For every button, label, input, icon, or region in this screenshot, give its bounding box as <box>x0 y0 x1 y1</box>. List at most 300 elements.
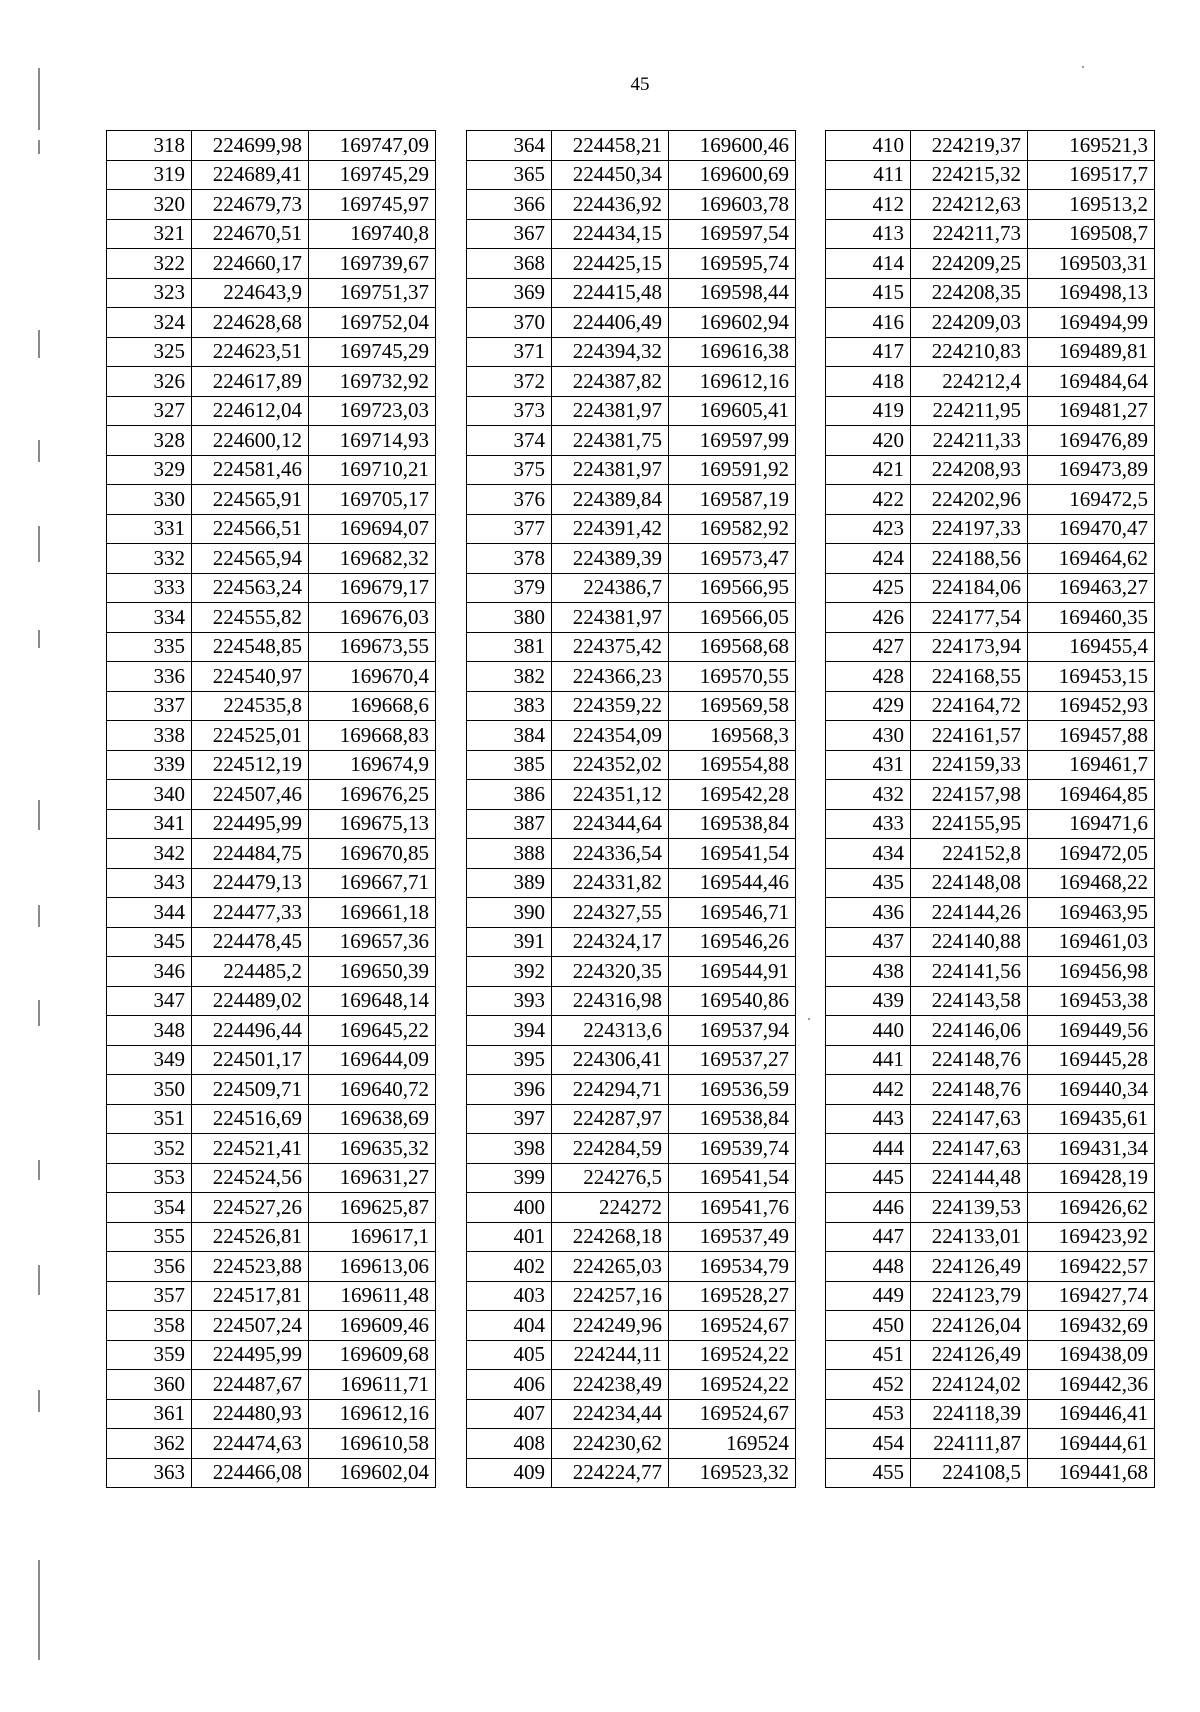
x-coordinate-cell: 224643,9 <box>192 278 309 308</box>
point-number-cell: 446 <box>826 1193 911 1223</box>
table-row <box>826 1134 1155 1164</box>
x-coordinate-cell: 224548,85 <box>192 632 309 662</box>
y-coordinate-cell: 169461,03 <box>1028 927 1155 957</box>
table-row <box>826 337 1155 367</box>
y-coordinate-cell: 169441,68 <box>1028 1458 1155 1488</box>
table-row <box>467 1075 796 1105</box>
y-coordinate-cell: 169536,59 <box>669 1075 796 1105</box>
y-coordinate-cell: 169544,91 <box>669 957 796 987</box>
point-number-cell: 323 <box>107 278 192 308</box>
point-number-cell: 377 <box>467 514 552 544</box>
y-coordinate-cell: 169444,61 <box>1028 1429 1155 1459</box>
y-coordinate-cell: 169508,7 <box>1028 219 1155 249</box>
y-coordinate-cell: 169657,36 <box>309 927 436 957</box>
point-number-cell: 379 <box>467 573 552 603</box>
table-row <box>107 662 436 692</box>
x-coordinate-cell: 224202,96 <box>911 485 1028 515</box>
scan-margin-mark <box>38 800 40 830</box>
y-coordinate-cell: 169460,35 <box>1028 603 1155 633</box>
point-number-cell: 388 <box>467 839 552 869</box>
y-coordinate-cell: 169613,06 <box>309 1252 436 1282</box>
table-row <box>467 809 796 839</box>
y-coordinate-cell: 169673,55 <box>309 632 436 662</box>
x-coordinate-cell: 224478,45 <box>192 927 309 957</box>
y-coordinate-cell: 169513,2 <box>1028 190 1155 220</box>
table-row <box>467 986 796 1016</box>
table-row <box>826 1429 1155 1459</box>
y-coordinate-cell: 169570,55 <box>669 662 796 692</box>
y-coordinate-cell: 169723,03 <box>309 396 436 426</box>
table-row <box>107 1370 436 1400</box>
table-row <box>467 927 796 957</box>
y-coordinate-cell: 169644,09 <box>309 1045 436 1075</box>
y-coordinate-cell: 169595,74 <box>669 249 796 279</box>
point-number-cell: 423 <box>826 514 911 544</box>
x-coordinate-cell: 224211,33 <box>911 426 1028 456</box>
y-coordinate-cell: 169453,38 <box>1028 986 1155 1016</box>
y-coordinate-cell: 169605,41 <box>669 396 796 426</box>
point-number-cell: 415 <box>826 278 911 308</box>
y-coordinate-cell: 169675,13 <box>309 809 436 839</box>
point-number-cell: 424 <box>826 544 911 574</box>
table-row <box>467 544 796 574</box>
table-row <box>826 721 1155 751</box>
x-coordinate-cell: 224555,82 <box>192 603 309 633</box>
table-row <box>467 691 796 721</box>
y-coordinate-cell: 169566,95 <box>669 573 796 603</box>
point-number-cell: 404 <box>467 1311 552 1341</box>
y-coordinate-cell: 169422,57 <box>1028 1252 1155 1282</box>
x-coordinate-cell: 224521,41 <box>192 1134 309 1164</box>
y-coordinate-cell: 169635,32 <box>309 1134 436 1164</box>
x-coordinate-cell: 224118,39 <box>911 1399 1028 1429</box>
scan-margin-mark <box>38 440 40 462</box>
y-coordinate-cell: 169476,89 <box>1028 426 1155 456</box>
x-coordinate-cell: 224147,63 <box>911 1134 1028 1164</box>
x-coordinate-cell: 224524,56 <box>192 1163 309 1193</box>
scan-margin-mark <box>38 1265 40 1295</box>
x-coordinate-cell: 224257,16 <box>552 1281 669 1311</box>
y-coordinate-cell: 169616,38 <box>669 337 796 367</box>
coordinates-table-2 <box>466 130 796 1488</box>
y-coordinate-cell: 169676,03 <box>309 603 436 633</box>
table-row <box>107 308 436 338</box>
point-number-cell: 432 <box>826 780 911 810</box>
scan-margin-mark <box>38 905 40 927</box>
table-row <box>826 455 1155 485</box>
point-number-cell: 431 <box>826 750 911 780</box>
x-coordinate-cell: 224394,32 <box>552 337 669 367</box>
table-row <box>826 839 1155 869</box>
point-number-cell: 364 <box>467 131 552 161</box>
y-coordinate-cell: 169670,85 <box>309 839 436 869</box>
point-number-cell: 389 <box>467 868 552 898</box>
table-row <box>467 160 796 190</box>
y-coordinate-cell: 169600,46 <box>669 131 796 161</box>
table-row <box>826 1311 1155 1341</box>
scan-margin-mark <box>38 1160 40 1180</box>
table-row <box>467 1429 796 1459</box>
point-number-cell: 394 <box>467 1016 552 1046</box>
x-coordinate-cell: 224516,69 <box>192 1104 309 1134</box>
point-number-cell: 417 <box>826 337 911 367</box>
point-number-cell: 368 <box>467 249 552 279</box>
x-coordinate-cell: 224108,5 <box>911 1458 1028 1488</box>
scan-margin-mark <box>38 330 40 358</box>
y-coordinate-cell: 169582,92 <box>669 514 796 544</box>
y-coordinate-cell: 169463,27 <box>1028 573 1155 603</box>
table-row <box>826 780 1155 810</box>
point-number-cell: 401 <box>467 1222 552 1252</box>
y-coordinate-cell: 169541,54 <box>669 839 796 869</box>
point-number-cell: 445 <box>826 1163 911 1193</box>
point-number-cell: 392 <box>467 957 552 987</box>
x-coordinate-cell: 224148,76 <box>911 1075 1028 1105</box>
x-coordinate-cell: 224617,89 <box>192 367 309 397</box>
table-row <box>107 691 436 721</box>
x-coordinate-cell: 224375,42 <box>552 632 669 662</box>
point-number-cell: 402 <box>467 1252 552 1282</box>
point-number-cell: 373 <box>467 396 552 426</box>
table-row <box>467 573 796 603</box>
x-coordinate-cell: 224123,79 <box>911 1281 1028 1311</box>
x-coordinate-cell: 224389,39 <box>552 544 669 574</box>
point-number-cell: 414 <box>826 249 911 279</box>
y-coordinate-cell: 169554,88 <box>669 750 796 780</box>
x-coordinate-cell: 224387,82 <box>552 367 669 397</box>
y-coordinate-cell: 169539,74 <box>669 1134 796 1164</box>
x-coordinate-cell: 224140,88 <box>911 927 1028 957</box>
table-row <box>826 603 1155 633</box>
table-row <box>826 691 1155 721</box>
point-number-cell: 336 <box>107 662 192 692</box>
table-row <box>826 219 1155 249</box>
point-number-cell: 382 <box>467 662 552 692</box>
point-number-cell: 400 <box>467 1193 552 1223</box>
x-coordinate-cell: 224144,48 <box>911 1163 1028 1193</box>
point-number-cell: 356 <box>107 1252 192 1282</box>
table-row <box>467 721 796 751</box>
table-row <box>826 485 1155 515</box>
y-coordinate-cell: 169566,05 <box>669 603 796 633</box>
x-coordinate-cell: 224670,51 <box>192 219 309 249</box>
x-coordinate-cell: 224164,72 <box>911 691 1028 721</box>
table-row <box>467 278 796 308</box>
x-coordinate-cell: 224660,17 <box>192 249 309 279</box>
point-number-cell: 438 <box>826 957 911 987</box>
table-row <box>467 1045 796 1075</box>
x-coordinate-cell: 224386,7 <box>552 573 669 603</box>
table-row <box>107 455 436 485</box>
point-number-cell: 330 <box>107 485 192 515</box>
y-coordinate-cell: 169600,69 <box>669 160 796 190</box>
x-coordinate-cell: 224517,81 <box>192 1281 309 1311</box>
table-row <box>107 160 436 190</box>
y-coordinate-cell: 169602,04 <box>309 1458 436 1488</box>
y-coordinate-cell: 169528,27 <box>669 1281 796 1311</box>
table-row <box>826 1340 1155 1370</box>
point-number-cell: 380 <box>467 603 552 633</box>
y-coordinate-cell: 169498,13 <box>1028 278 1155 308</box>
table-row <box>467 1252 796 1282</box>
table-row <box>107 485 436 515</box>
point-number-cell: 410 <box>826 131 911 161</box>
y-coordinate-cell: 169591,92 <box>669 455 796 485</box>
table-row <box>107 957 436 987</box>
y-coordinate-cell: 169612,16 <box>309 1399 436 1429</box>
y-coordinate-cell: 169524,22 <box>669 1370 796 1400</box>
x-coordinate-cell: 224466,08 <box>192 1458 309 1488</box>
table-row <box>107 898 436 928</box>
point-number-cell: 347 <box>107 986 192 1016</box>
table-row <box>826 1252 1155 1282</box>
y-coordinate-cell: 169468,22 <box>1028 868 1155 898</box>
table-row <box>826 1163 1155 1193</box>
x-coordinate-cell: 224359,22 <box>552 691 669 721</box>
y-coordinate-cell: 169484,64 <box>1028 367 1155 397</box>
y-coordinate-cell: 169541,54 <box>669 1163 796 1193</box>
point-number-cell: 418 <box>826 367 911 397</box>
table-row <box>467 839 796 869</box>
y-coordinate-cell: 169455,4 <box>1028 632 1155 662</box>
x-coordinate-cell: 224527,26 <box>192 1193 309 1223</box>
y-coordinate-cell: 169472,5 <box>1028 485 1155 515</box>
table-row <box>467 249 796 279</box>
x-coordinate-cell: 224287,97 <box>552 1104 669 1134</box>
table-row <box>826 1222 1155 1252</box>
table-row <box>107 1016 436 1046</box>
y-coordinate-cell: 169538,84 <box>669 1104 796 1134</box>
y-coordinate-cell: 169464,85 <box>1028 780 1155 810</box>
table-row <box>467 455 796 485</box>
y-coordinate-cell: 169544,46 <box>669 868 796 898</box>
scan-margin-mark <box>38 526 40 562</box>
table-row <box>107 249 436 279</box>
table-row <box>467 1370 796 1400</box>
x-coordinate-cell: 224147,63 <box>911 1104 1028 1134</box>
x-coordinate-cell: 224244,11 <box>552 1340 669 1370</box>
table-row <box>107 780 436 810</box>
point-number-cell: 366 <box>467 190 552 220</box>
table-row <box>107 337 436 367</box>
x-coordinate-cell: 224208,93 <box>911 455 1028 485</box>
y-coordinate-cell: 169473,89 <box>1028 455 1155 485</box>
point-number-cell: 332 <box>107 544 192 574</box>
point-number-cell: 374 <box>467 426 552 456</box>
table-row <box>107 1429 436 1459</box>
table-row <box>467 1311 796 1341</box>
table-row <box>107 1045 436 1075</box>
y-coordinate-cell: 169446,41 <box>1028 1399 1155 1429</box>
point-number-cell: 441 <box>826 1045 911 1075</box>
y-coordinate-cell: 169676,25 <box>309 780 436 810</box>
y-coordinate-cell: 169431,34 <box>1028 1134 1155 1164</box>
point-number-cell: 359 <box>107 1340 192 1370</box>
table-row <box>467 337 796 367</box>
y-coordinate-cell: 169456,98 <box>1028 957 1155 987</box>
point-number-cell: 426 <box>826 603 911 633</box>
table-row <box>467 426 796 456</box>
table-row <box>467 750 796 780</box>
table-row <box>826 1458 1155 1488</box>
table-row <box>826 957 1155 987</box>
table-row <box>826 898 1155 928</box>
point-number-cell: 387 <box>467 809 552 839</box>
x-coordinate-cell: 224406,49 <box>552 308 669 338</box>
x-coordinate-cell: 224525,01 <box>192 721 309 751</box>
x-coordinate-cell: 224391,42 <box>552 514 669 544</box>
table-row <box>107 809 436 839</box>
point-number-cell: 329 <box>107 455 192 485</box>
point-number-cell: 429 <box>826 691 911 721</box>
point-number-cell: 421 <box>826 455 911 485</box>
y-coordinate-cell: 169611,48 <box>309 1281 436 1311</box>
y-coordinate-cell: 169538,84 <box>669 809 796 839</box>
table-row <box>107 190 436 220</box>
table-row <box>467 131 796 161</box>
x-coordinate-cell: 224146,06 <box>911 1016 1028 1046</box>
x-coordinate-cell: 224523,88 <box>192 1252 309 1282</box>
y-coordinate-cell: 169631,27 <box>309 1163 436 1193</box>
point-number-cell: 448 <box>826 1252 911 1282</box>
y-coordinate-cell: 169453,15 <box>1028 662 1155 692</box>
table-row <box>826 514 1155 544</box>
y-coordinate-cell: 169440,34 <box>1028 1075 1155 1105</box>
point-number-cell: 361 <box>107 1399 192 1429</box>
x-coordinate-cell: 224148,08 <box>911 868 1028 898</box>
y-coordinate-cell: 169740,8 <box>309 219 436 249</box>
point-number-cell: 420 <box>826 426 911 456</box>
x-coordinate-cell: 224474,63 <box>192 1429 309 1459</box>
x-coordinate-cell: 224313,6 <box>552 1016 669 1046</box>
point-number-cell: 447 <box>826 1222 911 1252</box>
point-number-cell: 425 <box>826 573 911 603</box>
point-number-cell: 453 <box>826 1399 911 1429</box>
table-row <box>467 1193 796 1223</box>
table-row <box>826 1193 1155 1223</box>
point-number-cell: 449 <box>826 1281 911 1311</box>
y-coordinate-cell: 169524,67 <box>669 1399 796 1429</box>
x-coordinate-cell: 224306,41 <box>552 1045 669 1075</box>
y-coordinate-cell: 169537,94 <box>669 1016 796 1046</box>
table-row <box>107 131 436 161</box>
table-row <box>107 367 436 397</box>
x-coordinate-cell: 224238,49 <box>552 1370 669 1400</box>
point-number-cell: 413 <box>826 219 911 249</box>
x-coordinate-cell: 224507,24 <box>192 1311 309 1341</box>
x-coordinate-cell: 224563,24 <box>192 573 309 603</box>
point-number-cell: 375 <box>467 455 552 485</box>
point-number-cell: 328 <box>107 426 192 456</box>
y-coordinate-cell: 169432,69 <box>1028 1311 1155 1341</box>
table-row <box>107 1193 436 1223</box>
point-number-cell: 411 <box>826 160 911 190</box>
x-coordinate-cell: 224212,4 <box>911 367 1028 397</box>
table-row <box>107 1134 436 1164</box>
point-number-cell: 340 <box>107 780 192 810</box>
x-coordinate-cell: 224565,91 <box>192 485 309 515</box>
y-coordinate-cell: 169568,68 <box>669 632 796 662</box>
scan-margin-mark <box>38 140 40 154</box>
table-row <box>826 426 1155 456</box>
table-row <box>467 1134 796 1164</box>
y-coordinate-cell: 169640,72 <box>309 1075 436 1105</box>
point-number-cell: 343 <box>107 868 192 898</box>
point-number-cell: 436 <box>826 898 911 928</box>
x-coordinate-cell: 224600,12 <box>192 426 309 456</box>
y-coordinate-cell: 169745,29 <box>309 337 436 367</box>
x-coordinate-cell: 224211,95 <box>911 396 1028 426</box>
x-coordinate-cell: 224436,92 <box>552 190 669 220</box>
x-coordinate-cell: 224479,13 <box>192 868 309 898</box>
point-number-cell: 367 <box>467 219 552 249</box>
y-coordinate-cell: 169489,81 <box>1028 337 1155 367</box>
table-row <box>107 1311 436 1341</box>
y-coordinate-cell: 169464,62 <box>1028 544 1155 574</box>
scan-speck <box>1082 66 1084 68</box>
point-number-cell: 353 <box>107 1163 192 1193</box>
x-coordinate-cell: 224177,54 <box>911 603 1028 633</box>
point-number-cell: 327 <box>107 396 192 426</box>
y-coordinate-cell: 169602,94 <box>669 308 796 338</box>
point-number-cell: 362 <box>107 1429 192 1459</box>
y-coordinate-cell: 169546,26 <box>669 927 796 957</box>
point-number-cell: 318 <box>107 131 192 161</box>
scan-speck <box>808 1018 810 1020</box>
table-row <box>467 1163 796 1193</box>
x-coordinate-cell: 224144,26 <box>911 898 1028 928</box>
y-coordinate-cell: 169739,67 <box>309 249 436 279</box>
point-number-cell: 450 <box>826 1311 911 1341</box>
x-coordinate-cell: 224230,62 <box>552 1429 669 1459</box>
point-number-cell: 333 <box>107 573 192 603</box>
table-row <box>826 1045 1155 1075</box>
table-row <box>826 750 1155 780</box>
x-coordinate-cell: 224173,94 <box>911 632 1028 662</box>
x-coordinate-cell: 224157,98 <box>911 780 1028 810</box>
x-coordinate-cell: 224477,33 <box>192 898 309 928</box>
table-row <box>826 573 1155 603</box>
x-coordinate-cell: 224126,49 <box>911 1252 1028 1282</box>
point-number-cell: 372 <box>467 367 552 397</box>
point-number-cell: 365 <box>467 160 552 190</box>
y-coordinate-cell: 169609,46 <box>309 1311 436 1341</box>
point-number-cell: 434 <box>826 839 911 869</box>
y-coordinate-cell: 169645,22 <box>309 1016 436 1046</box>
table-row <box>467 1222 796 1252</box>
coordinates-table-3 <box>825 130 1155 1488</box>
point-number-cell: 320 <box>107 190 192 220</box>
x-coordinate-cell: 224159,33 <box>911 750 1028 780</box>
x-coordinate-cell: 224612,04 <box>192 396 309 426</box>
point-number-cell: 371 <box>467 337 552 367</box>
point-number-cell: 337 <box>107 691 192 721</box>
point-number-cell: 355 <box>107 1222 192 1252</box>
y-coordinate-cell: 169679,17 <box>309 573 436 603</box>
table-row <box>107 278 436 308</box>
x-coordinate-cell: 224188,56 <box>911 544 1028 574</box>
y-coordinate-cell: 169598,44 <box>669 278 796 308</box>
y-coordinate-cell: 169521,3 <box>1028 131 1155 161</box>
table-row <box>107 986 436 1016</box>
x-coordinate-cell: 224209,03 <box>911 308 1028 338</box>
x-coordinate-cell: 224126,49 <box>911 1340 1028 1370</box>
x-coordinate-cell: 224425,15 <box>552 249 669 279</box>
point-number-cell: 391 <box>467 927 552 957</box>
y-coordinate-cell: 169625,87 <box>309 1193 436 1223</box>
table-row <box>826 809 1155 839</box>
point-number-cell: 348 <box>107 1016 192 1046</box>
